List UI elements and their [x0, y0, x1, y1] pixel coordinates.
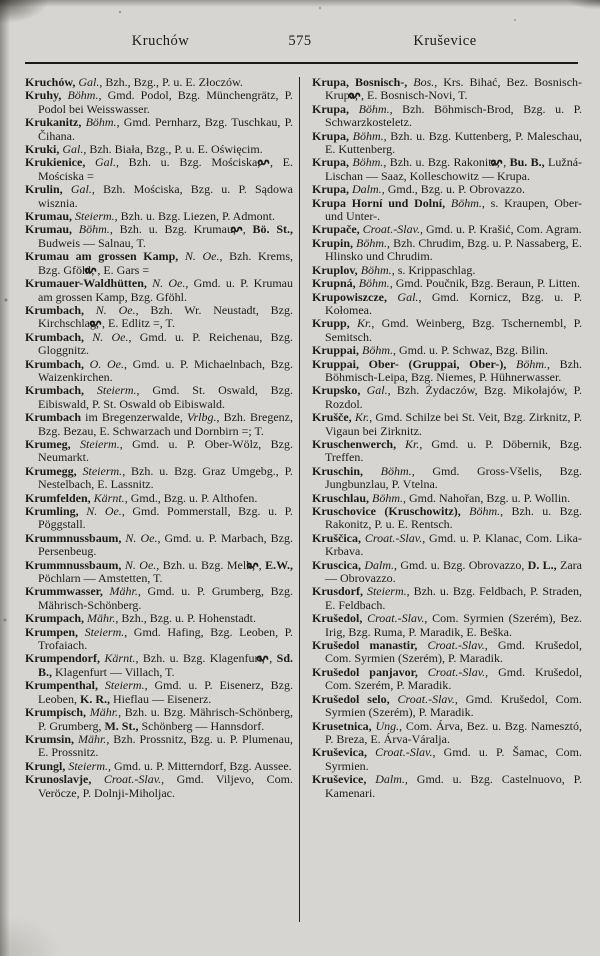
- entry-region: Böhm.: [349, 128, 384, 143]
- entry: [25, 760, 293, 773]
- entry-headword: Krumpenthal,: [25, 678, 99, 693]
- entry-railway-abbrev: Sd. B.,: [38, 651, 293, 679]
- entry: [25, 532, 293, 559]
- entry-text: , Bzh. u. Bzg. Klagenfurt,: [135, 651, 270, 666]
- entry-region: Mähr.: [74, 731, 107, 746]
- entry-region: N. Oe.: [78, 504, 122, 518]
- entry-text: , Gmd. u. Bzg. Obrovazzo,: [394, 557, 528, 572]
- entry-headword: Krupače,: [312, 222, 360, 237]
- entry-headword: Krušče,: [312, 410, 352, 425]
- entry-region: Croat.-Slav.: [367, 745, 433, 760]
- entry-text: Klagenfurt — Villach, T.: [52, 664, 175, 679]
- entry-region: Gal.: [62, 182, 92, 197]
- entry-headword: Krušedol selo,: [312, 691, 390, 706]
- entry-text: , Bzh. u. Bzg. Mährisch-Schönberg, P. Grumberg,: [38, 705, 293, 733]
- entry: [312, 492, 582, 505]
- entry: [25, 76, 293, 89]
- entry: [25, 733, 293, 760]
- entry-region: Gal.: [59, 142, 84, 157]
- entry: [25, 156, 293, 183]
- entry-text: , Gmd. Gross-Všelis, Bzg. Jungbunzlau, P. Vtelna.: [325, 463, 582, 492]
- entry: [25, 612, 293, 625]
- entry-region: Kr.: [349, 316, 372, 331]
- entry: [25, 183, 293, 210]
- entry-headword: Kruševica,: [312, 745, 367, 760]
- entry-headword: Krupa,: [312, 101, 350, 116]
- entry: [25, 706, 293, 733]
- entry-text: , Gmd. Schilze bei St. Veit, Bzg. Zirknitz, P. Vigaun bei Zirknitz.: [325, 410, 582, 438]
- entry-text: , Gmd. Krušedol, Com. Syrmien (Szerém), P. Maradik.: [325, 638, 582, 666]
- entry-text: , Com. Árva, Bez. u. Bzg. Namesztó, P. Breza, E. Árva-Váralja.: [325, 718, 582, 746]
- entry-text: , Gmd. Weinberg, Bzg. Tschernembl, P. Semitsch.: [325, 316, 582, 344]
- entry-railway-abbrev: K. R.,: [79, 691, 110, 706]
- entry: [312, 344, 582, 357]
- entry: [312, 384, 582, 411]
- entry: [25, 210, 293, 223]
- entry-text: , Gmd. St. Oswald, Bzg. Eibiswald, P. St. Oswald ob Eibiswald.: [38, 383, 293, 411]
- entry-text: , Bzh. u. Bzg. Graz Umgebg., P. Nestelbach, E. Lassnitz.: [38, 463, 293, 492]
- entry-text: , Gmd. u. P. Reichenau, Bzg. Gloggnitz.: [38, 329, 293, 358]
- entry-region: Croat.-Slav.: [417, 664, 486, 679]
- entry-text: , Gmd. u. P. Klanac, Com. Lika-Krbava.: [325, 530, 582, 559]
- entry: [312, 746, 582, 773]
- entry-text: , Gmd., Bzg. u. P. Althofen.: [124, 490, 258, 505]
- entry-headword: Krupin,: [312, 235, 354, 250]
- entry: [312, 358, 582, 385]
- entry-region: Bos.: [407, 76, 435, 89]
- entry-region: N. Oe.: [121, 557, 157, 572]
- entry-headword: Kruppai, Ober- (Gruppai, Ober-),: [312, 356, 507, 371]
- entry-region: N. Oe.: [178, 249, 220, 264]
- entry-region: Croat.-Slav.: [361, 530, 423, 545]
- entry-headword: Krumpach,: [25, 611, 85, 626]
- page-header: [0, 33, 600, 55]
- entry-headword: Krukanitz,: [25, 115, 82, 130]
- entry-headword: Krunoslavje,: [25, 772, 92, 787]
- entry-text: , Bzh. Böhmisch-Brod, Bzg. u. P. Schwarzkosteletz.: [325, 101, 582, 130]
- entry-region: Mähr.: [84, 611, 116, 626]
- entry: [312, 465, 582, 492]
- entry-region: Kr.: [396, 436, 420, 451]
- entry-text: , s. Kraupen, Ober- und Unter-.: [325, 195, 582, 224]
- entry-text: , Gmd. u. P. Michaelnbach, Bzg. Waizenkirchen.: [38, 356, 293, 384]
- entry-text: Pöchlarn — Amstetten, T.: [38, 571, 163, 586]
- entry-text: , Gmd. u. P. Krašić, Com. Agram.: [420, 222, 582, 237]
- entry-text: Hieflau — Eisenerz.: [109, 691, 212, 706]
- entry-region: Böhm.: [445, 195, 482, 210]
- entry-text: , Com. Syrmien (Szerém), Bez. Irig, Bzg. Ruma, P. Maradik, E. Beška.: [325, 611, 582, 639]
- entry-headword: Krummnussbaum,: [25, 557, 122, 572]
- entry-headword: Krupa,: [312, 182, 350, 197]
- entry: [312, 559, 582, 586]
- entry-text: , Gmd., Bzg. u. P. Obrovazzo.: [381, 182, 526, 197]
- entry: [312, 411, 582, 438]
- entry: [25, 559, 293, 586]
- entry-headword: Krukienice,: [25, 155, 86, 170]
- entry: [25, 652, 293, 679]
- entry-headword: Kruščica,: [312, 530, 361, 545]
- entry-headword: Krumbach,: [25, 356, 85, 371]
- entry-headword: Kruschin,: [312, 463, 364, 478]
- entry-region: Böhm.: [460, 504, 501, 518]
- entry-region: Böhm.: [353, 235, 388, 250]
- entry-headword: Krupowiszcze,: [312, 289, 387, 304]
- entry-text: , Bzh. Żydaczów, Bzg. Mikołajów, P. Rozdol.: [325, 383, 582, 411]
- entry-text: Lužná-Lischan — Saaz, Kolleschowitz — Krupa.: [325, 155, 582, 183]
- entry-text: ,: [258, 557, 266, 572]
- entry-text: , s. Krippaschlag.: [391, 262, 476, 277]
- entry: [312, 291, 582, 318]
- entry-headword: Krupsko,: [312, 383, 361, 398]
- entry-region: Steierm.: [78, 624, 125, 639]
- entry-text: Zara — Obrovazzo.: [325, 557, 582, 586]
- entry-text: , Bzh. Biała, Bzg., P. u. E. Oświęcim.: [83, 142, 263, 157]
- entry-text: , Gmd. u. P. Marbach, Bzg. Persenbeug.: [38, 530, 293, 559]
- entry-headword: Krumsin,: [25, 731, 75, 746]
- entry-region: N. Oe.: [121, 530, 158, 545]
- entry: [25, 492, 293, 505]
- entry-region: Mähr.: [86, 705, 119, 720]
- entry-railway-abbrev: Bö. St.,: [252, 222, 293, 237]
- entry-headword: Kruchów,: [25, 76, 76, 89]
- entry-region: Steierm.: [70, 436, 120, 451]
- entry: [312, 130, 582, 157]
- entry: [312, 585, 582, 612]
- entry-region: Kärnt.: [100, 651, 136, 666]
- entry-headword: Krumbach: [25, 410, 82, 425]
- entry: [312, 197, 582, 224]
- entry: [312, 237, 582, 264]
- entry-headword: Krupa Horní und Dolní,: [312, 195, 446, 210]
- entry-text: , Bzh. u. Bzg. Kuttenberg, P. Maleschau, E. Kuttenberg.: [325, 128, 582, 157]
- entry-headword: Krumling,: [25, 504, 79, 518]
- entry-text: , Bzh. u. Bzg. Feldbach, P. Straden, E. Feldbach.: [325, 584, 582, 612]
- entry-text: ,: [242, 222, 253, 237]
- page-number: 575: [288, 33, 312, 49]
- entry-text: , Gmd. Viljevo, Com. Veröcze, P. Dolnji-Miholjac.: [38, 772, 293, 800]
- entry-headword: Krumfelden,: [25, 490, 91, 505]
- entry: [25, 411, 293, 438]
- entry-headword: Krušedol panjavor,: [312, 664, 418, 679]
- entry-text: , Bzh. Böhmisch-Leipa, Bzg. Niemes, P. Hühnerwasser.: [325, 356, 582, 384]
- entry-text: ,: [269, 651, 277, 666]
- entry-railway-abbrev: Bu. B.,: [509, 155, 545, 170]
- entry-headword: Krusetnica,: [312, 718, 372, 733]
- entry-headword: Krupná,: [312, 276, 356, 291]
- entry-headword: Krupa, Bosnisch-,: [312, 76, 408, 89]
- entry-region: Ung.: [371, 718, 400, 733]
- entry-text: , Gmd. u. P. Döbernik, Bzg. Treffen.: [325, 436, 582, 465]
- entry: [312, 720, 582, 747]
- entry-text: , Bzh. Mościska, Bzg. u. P. Sądowa wisznia.: [38, 182, 293, 210]
- entry-text: , Gmd. Podol, Bzg. Münchengrätz, P. Podol bei Weisswasser.: [38, 88, 293, 116]
- entry-headword: Krumau,: [25, 222, 73, 237]
- entry: [312, 103, 582, 130]
- entry-text: , Gmd. Pommerstall, Bzg. u. P. Pöggstall.: [38, 504, 293, 532]
- entry-text: , Gmd. u. Bzg. Castelnuovo, P. Kamenari.: [325, 772, 582, 800]
- entry-text: , Gmd. Hafing, Bzg. Leoben, P. Trofaiach.: [38, 624, 293, 653]
- entry-region: Mähr.: [102, 584, 138, 599]
- entry: [312, 223, 582, 236]
- entry-region: Steierm.: [72, 209, 115, 224]
- entry: [312, 639, 582, 666]
- entry: [25, 143, 293, 156]
- entry-text: , Bzh. u. Bzg. Rakonitz,: [383, 155, 504, 170]
- entry: [312, 532, 582, 559]
- entry: [312, 612, 582, 639]
- entry: [25, 505, 293, 532]
- entry-headword: Krumpen,: [25, 624, 79, 639]
- entry-text: , Gmd. u. P. Grumberg, Bzg. Mährisch-Schönberg.: [38, 584, 293, 612]
- entry: [25, 277, 293, 304]
- entry-text: , Bzh. Chrudim, Bzg. u. P. Nassaberg, E. Hlinsko und Chrudim.: [325, 235, 582, 264]
- entry-headword: Kruplov,: [312, 262, 358, 277]
- entry: [25, 679, 293, 706]
- entry-headword: Krumbach,: [25, 302, 85, 317]
- entry-region: Croat.-Slav.: [359, 222, 420, 237]
- entry-headword: Krumegg,: [25, 463, 77, 478]
- entry-headword: Kruschovice (Kruschowitz),: [312, 504, 461, 518]
- entry-headword: Kruschenwerch,: [312, 436, 397, 451]
- entry-region: Dalm.: [366, 772, 405, 787]
- entry-region: N. Oe.: [146, 276, 186, 291]
- entry-region: Böhm.: [369, 490, 404, 505]
- entry-text: , Gmd. u. P. Ober-Wölz, Bzg. Neumarkt.: [38, 436, 293, 465]
- right-column: [312, 76, 582, 912]
- entry-text: , Krs. Bihać, Bez. Bosnisch-Krupa,: [325, 76, 582, 103]
- entry-region: Dalm.: [349, 182, 382, 197]
- entry-text: , E. Mościska =: [38, 155, 293, 183]
- entry: [25, 89, 293, 116]
- entry-text: , Bzh. u. Bzg. Rakonitz, P. u. E. Rentsch.: [325, 504, 582, 532]
- entry-text: , Gmd. Poučnik, Bzg. Beraun, P. Litten.: [389, 276, 581, 291]
- entry-region: Böhm.: [349, 155, 384, 170]
- entry: [312, 277, 582, 290]
- entry-text: , Gmd. Pernharz, Bzg. Tuschkau, P. Čihana.: [38, 115, 293, 143]
- entry-headword: Krummwasser,: [25, 584, 103, 599]
- entry-headword: Krusdorf,: [312, 584, 363, 599]
- entry-headword: Kruševice,: [312, 772, 367, 787]
- entry-text: , Bzh. Krems, Bzg. Gföhl,: [38, 249, 293, 277]
- entry-region: Dalm.: [361, 557, 395, 572]
- entry-headword: Kruscica,: [312, 557, 361, 572]
- entry-text: , Bzh. u. Bzg. Liezen, P. Admont.: [114, 209, 275, 224]
- entry-headword: Krupa,: [312, 155, 350, 170]
- entry-text: , E. Bosnisch-Novi, T.: [361, 88, 468, 103]
- entry-text: , Gmd. Krušedol, Com. Szerém, P. Maradik.: [325, 664, 582, 693]
- entry: [25, 465, 293, 492]
- entry-headword: Krumau am grossen Kamp,: [25, 249, 179, 264]
- entry: [312, 773, 582, 800]
- entry-text: , Bzh., Bzg., P. u. E. Złoczów.: [99, 76, 243, 89]
- entry-region: Böhm.: [359, 343, 394, 358]
- entry-headword: Krungl,: [25, 758, 66, 773]
- entry-headword: Krumeg,: [25, 436, 71, 451]
- entry-region: Kr.: [351, 410, 370, 425]
- entry-headword: Krušedol,: [312, 611, 363, 626]
- entry: [25, 223, 293, 250]
- left-column: [25, 76, 293, 912]
- entry-region: Kärnt.: [90, 490, 125, 505]
- entry-text: , Gmd. u. P. Schwaz, Bzg. Bilin.: [393, 343, 549, 358]
- entry-text: , Bzh. Wr. Neustadt, Bzg. Kirchschlag,: [38, 302, 293, 331]
- entry-text: , Bzh. u. Bzg. Melk,: [156, 557, 259, 572]
- entry-headword: Krumpendorf,: [25, 651, 100, 666]
- entry-region: Croat.-Slav.: [91, 772, 162, 787]
- entry-text: , Bzh., Bzg. u. P. Hohenstadt.: [115, 611, 257, 626]
- entry-railway-abbrev: E.W.,: [265, 557, 293, 572]
- entry-region: Böhm.: [357, 262, 392, 277]
- entry-text: , Gmd. u. P. Eisenerz, Bzg. Leoben,: [38, 678, 293, 706]
- entry: [25, 384, 293, 411]
- entry: [312, 264, 582, 277]
- entry: [312, 693, 582, 720]
- entry: [312, 438, 582, 465]
- entry-region: Böhm.: [506, 356, 548, 371]
- entry: [25, 331, 293, 358]
- entry-region: Gal.: [85, 155, 116, 170]
- entry-text: , Gmd. u. P. Šamac, Com. Syrmien.: [325, 745, 582, 773]
- entry-text: , Bzh. u. Bzg. Mościska,: [116, 155, 270, 170]
- entry-headword: Krulin,: [25, 182, 63, 197]
- entry-text: , Gmd. Nahořan, Bzg. u. P. Wollin.: [403, 490, 571, 505]
- entry-headword: Kruppai,: [312, 343, 360, 358]
- entry-text: , Bzh. Prossnitz, Bzg. u. P. Plumenau, E. Prossnitz.: [38, 731, 293, 760]
- entry-text: , Gmd. Krušedol, Com. Syrmien (Szerém), P. Maradik.: [325, 691, 582, 720]
- header-keyword-right: Kruševice: [413, 33, 477, 49]
- entry-headword: Krummnussbaum,: [25, 530, 122, 545]
- entry-region: Croat.-Slav.: [389, 691, 455, 706]
- entry-region: Croat.-Slav.: [362, 611, 425, 626]
- entry: [25, 116, 293, 143]
- entry-text: Schönberg — Hannsdorf.: [138, 718, 265, 733]
- entry-headword: Krupa,: [312, 128, 350, 143]
- entry: [25, 358, 293, 385]
- entry: [25, 438, 293, 465]
- entry-headword: Krušedol manastir,: [312, 638, 418, 653]
- entry: [312, 505, 582, 532]
- entry-headword: Kruki,: [25, 142, 60, 157]
- entry: [25, 304, 293, 331]
- entry-region: Croat.-Slav.: [417, 638, 485, 653]
- entry-region: Gal.: [75, 76, 100, 89]
- entry-text: , Bzh. u. Bzg. Krumau,: [109, 222, 243, 237]
- entry-headword: Krumbach,: [25, 383, 85, 398]
- entry-region: Böhm.: [72, 222, 110, 237]
- entry-headword: Krumpisch,: [25, 705, 87, 720]
- header-rule: [25, 62, 578, 64]
- entry-text: , E. Gars =: [97, 262, 150, 277]
- entry-region: O. Oe.: [84, 356, 125, 371]
- entry-text: ,: [503, 155, 510, 170]
- entry: [312, 317, 582, 344]
- entry-region: Böhm.: [355, 276, 390, 291]
- entry-headword: Kruschlau,: [312, 490, 370, 505]
- entry-railway-abbrev: D. L.,: [527, 557, 557, 572]
- entry-headword: Krumau,: [25, 209, 73, 224]
- entry: [312, 183, 582, 196]
- header-keyword-left: Kruchów: [131, 33, 190, 49]
- entry-region: Böhm.: [363, 463, 412, 478]
- entry-region: Gal.: [386, 289, 419, 304]
- entry-headword: Krupp,: [312, 316, 350, 331]
- entry-region: Gal.: [360, 383, 388, 398]
- entry: [312, 666, 582, 693]
- entry-headword: Krumbach,: [25, 329, 85, 344]
- entry-text: Budweis — Salnau, T.: [38, 235, 146, 250]
- entry-text: , Gmd. u. P. Krumau am grossen Kamp, Bzg. Gföhl.: [38, 276, 293, 304]
- entry-headword: Krumauer-Waldhütten,: [25, 276, 147, 291]
- entry-text: , E. Edlitz =, T.: [101, 316, 175, 331]
- entry-text: im Bregenzerwalde,: [81, 410, 187, 425]
- entry-region: N. Oe.: [84, 329, 129, 344]
- entry-region: Böhm.: [81, 115, 117, 130]
- entry-region: Böhm.: [349, 101, 390, 116]
- entry-text: , Gmd. u. P. Mitterndorf, Bzg. Aussee.: [108, 758, 292, 773]
- entry: [25, 626, 293, 653]
- entry-region: Böhm.: [61, 88, 99, 103]
- entry: [312, 76, 582, 103]
- entry-region: Steierm.: [98, 678, 145, 693]
- entry-region: Steierm.: [84, 383, 137, 398]
- entry-text: , Bzh. Bregenz, Bzg. Bezau, E. Schwarzach und Dornbirn =; T.: [38, 410, 293, 438]
- entry: [25, 585, 293, 612]
- entry-text: , Gmd. Kornicz, Bzg. u. P. Kołomea.: [325, 289, 582, 317]
- entry-region: N. Oe.: [84, 302, 136, 317]
- entry-headword: Kruhy,: [25, 88, 62, 103]
- entry: [25, 250, 293, 277]
- entry-region: Vrlbg.: [187, 410, 217, 425]
- entry-region: Steierm.: [76, 463, 123, 478]
- entry: [312, 156, 582, 183]
- entry-region: Steierm.: [65, 758, 108, 773]
- column-divider-rule: [299, 77, 300, 922]
- entry-region: Steierm.: [363, 584, 407, 599]
- entry: [25, 773, 293, 800]
- entry-railway-abbrev: M. St.,: [104, 718, 139, 733]
